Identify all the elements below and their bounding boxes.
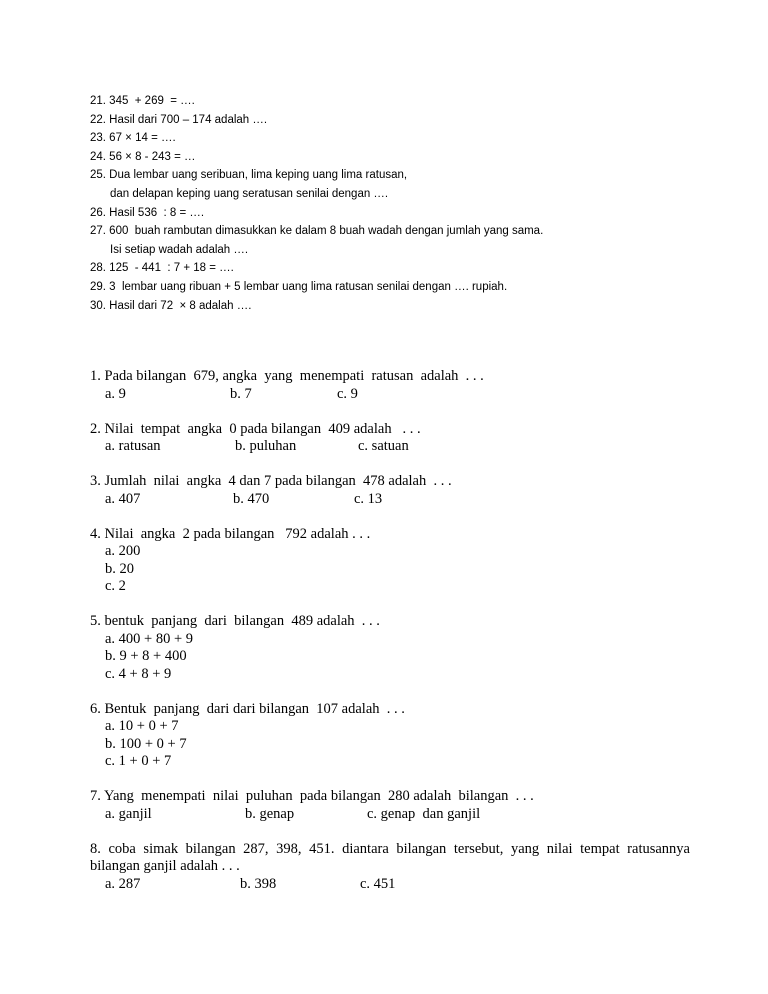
option-b: b. genap — [245, 805, 295, 822]
question-22: 22. Hasil dari 700 – 174 adalah …. — [90, 113, 268, 126]
mc-question-1 — [90, 368, 690, 403]
question-stem: 6. Bentuk panjang dari dari bilangan 107 adalah . . . — [90, 700, 405, 717]
option-b: b. 470 — [233, 490, 270, 507]
option-c: c. 13 — [354, 490, 383, 507]
question-stem: 2. Nilai tempat angka 0 pada bilangan 409 adalah . . . — [90, 420, 421, 437]
mc-question-2 — [90, 421, 690, 456]
multiple-choice-section — [90, 368, 690, 911]
option-b: b. 7 — [230, 385, 252, 402]
options-row — [90, 491, 690, 509]
option-a: a. 200 — [105, 543, 141, 559]
question-25: 25. Dua lembar uang seribuan, lima keping uang lima ratusan, — [90, 169, 408, 182]
mc-question-7 — [90, 788, 690, 823]
question-stem: 3. Jumlah nilai angka 4 dan 7 pada bilangan 478 adalah . . . — [90, 473, 452, 489]
essay-questions — [90, 92, 710, 315]
question-stem: 1. Pada bilangan 679, angka yang menempati ratusan adalah . . . — [90, 368, 484, 384]
question-stem: 5. bentuk panjang dari bilangan 489 adalah . . . — [90, 613, 380, 629]
question-stem: 8. coba simak bilangan 287, 398, 451. diantara bilangan tersebut, yang nilai tempat ratusannya bilangan ganjil adalah . . . — [90, 840, 690, 874]
question-29: 29. 3 lembar uang ribuan + 5 lembar uang lima ratusan senilai dengan …. rupiah. — [90, 280, 508, 293]
options-row — [90, 876, 690, 894]
question-26: 26. Hasil 536 : 8 = …. — [90, 206, 205, 219]
option-a: a. ganjil — [105, 805, 152, 822]
question-30: 30. Hasil dari 72 × 8 adalah …. — [90, 299, 252, 312]
options-row — [90, 806, 690, 824]
question-stem: 7. Yang menempati nilai puluhan pada bilangan 280 adalah bilangan . . . — [90, 788, 534, 804]
options-column — [90, 543, 690, 596]
question-23: 23. 67 × 14 = …. — [90, 132, 176, 145]
option-a: a. 287 — [105, 875, 141, 892]
mc-question-6 — [90, 701, 690, 771]
options-column — [90, 631, 690, 684]
options-row — [90, 386, 690, 404]
question-stem: 4. Nilai angka 2 pada bilangan 792 adalah . . . — [90, 525, 371, 542]
option-c: c. genap dan ganjil — [367, 805, 481, 822]
question-27: 27. 600 buah rambutan dimasukkan ke dalam 8 buah wadah dengan jumlah yang sama. — [90, 225, 544, 238]
option-c: c. 9 — [337, 385, 358, 402]
option-c: c. 4 + 8 + 9 — [105, 665, 172, 682]
option-c: c. 451 — [360, 875, 396, 892]
question-24: 24. 56 × 8 - 243 = … — [90, 150, 196, 163]
option-b: b. 100 + 0 + 7 — [105, 735, 187, 752]
option-b: b. 20 — [105, 560, 134, 577]
option-c: c. 1 + 0 + 7 — [105, 753, 172, 769]
option-c: c. 2 — [105, 578, 126, 594]
option-a: a. 407 — [105, 490, 141, 507]
option-b: b. puluhan — [235, 438, 297, 454]
mc-question-8 — [90, 841, 690, 894]
question-25-continued: dan delapan keping uang seratusan senilai dengan …. — [110, 187, 389, 200]
option-b: b. 398 — [240, 875, 277, 892]
options-row — [90, 438, 690, 456]
option-a: a. 10 + 0 + 7 — [105, 718, 179, 734]
option-a: a. 400 + 80 + 9 — [105, 630, 194, 647]
question-21: 21. 345 + 269 = …. — [90, 95, 195, 107]
mc-question-3 — [90, 473, 690, 508]
question-27-continued: Isi setiap wadah adalah …. — [110, 243, 249, 256]
option-a: a. 9 — [105, 385, 126, 402]
mc-question-5 — [90, 613, 690, 683]
option-c: c. satuan — [358, 438, 409, 454]
mc-question-4 — [90, 526, 690, 596]
option-a: a. ratusan — [105, 438, 161, 454]
question-28: 28. 125 - 441 : 7 + 18 = …. — [90, 262, 234, 275]
options-column — [90, 718, 690, 771]
option-b: b. 9 + 8 + 400 — [105, 648, 187, 664]
